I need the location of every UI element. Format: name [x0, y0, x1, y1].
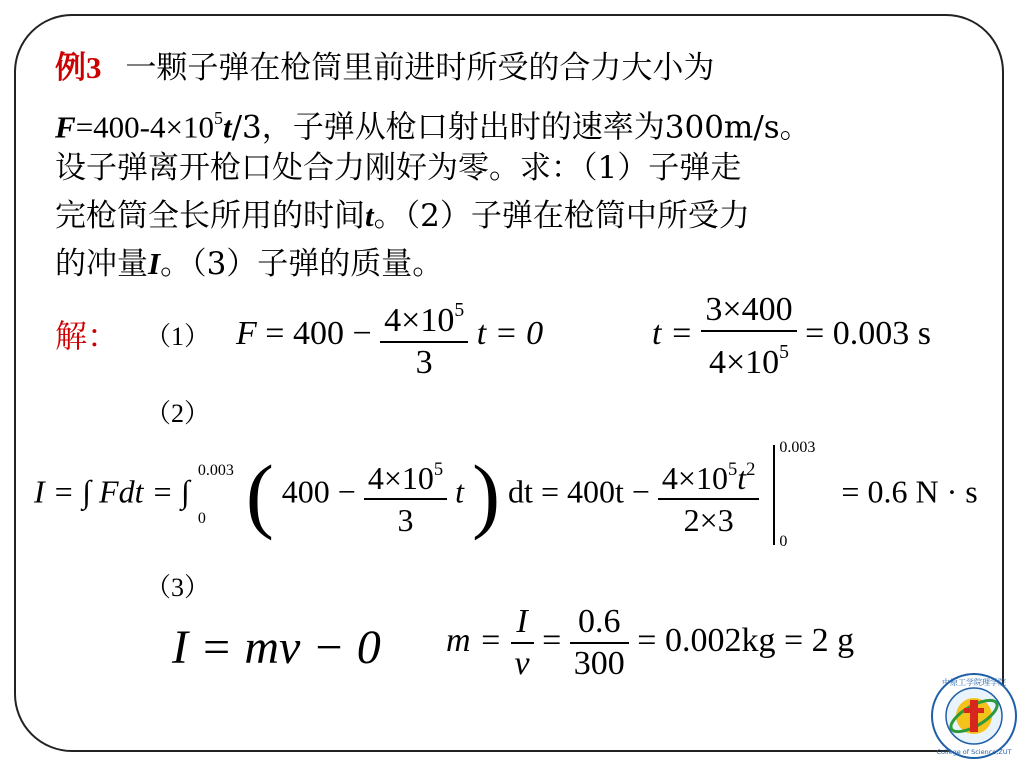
force-exponent: 5	[213, 108, 223, 128]
problem-line-3	[55, 148, 741, 188]
eq3-a: I = ∫ Fdt = ∫	[34, 473, 190, 510]
eq1-fraction	[380, 290, 468, 383]
eq1-den: 3	[380, 341, 468, 383]
step-1-label: （1）	[145, 322, 211, 351]
college-logo	[930, 672, 1018, 764]
eq3-num: 4×10	[367, 459, 434, 496]
problem-text-5a: 的冲量	[55, 246, 148, 282]
eq2-lhs: t =	[652, 315, 693, 353]
problem-line-5	[55, 244, 443, 284]
eq5-den1: v	[511, 642, 534, 684]
problem-text-5b: 。（3）子弹的质量。	[160, 246, 444, 282]
eq2-fraction	[701, 290, 796, 383]
eq3-den: 3	[364, 498, 447, 540]
force-expression: =400-4×10	[75, 109, 214, 145]
equation-time	[652, 290, 931, 383]
impulse-symbol: I	[148, 246, 161, 281]
eq5-lhs: m =	[446, 621, 502, 659]
problem-text-1: 一颗子弹在枪筒里前进时所受的合力大小为	[125, 50, 715, 86]
eq3-d: dt = 400t −	[508, 473, 650, 510]
eq2-rhs: = 0.003 s	[805, 315, 931, 353]
eq5-den2: 300	[570, 642, 629, 684]
equation-momentum: I = mv − 0	[172, 621, 381, 674]
eq5-num2: 0.6	[578, 603, 621, 640]
problem-text-4b: 。（2）子弹在枪筒中所受力	[373, 198, 750, 234]
problem-line-4	[55, 196, 750, 236]
eq1-a: = 400 −	[265, 315, 372, 353]
left-paren: (	[245, 448, 274, 542]
eq1-num: 4×10	[384, 301, 455, 339]
equation-mass	[446, 602, 854, 684]
eq3-c: t	[455, 473, 465, 510]
problem-text-4a: 完枪筒全长所用的时间	[55, 198, 365, 234]
equation-impulse	[34, 439, 978, 550]
problem-text-3: 设子弹离开枪口处合力刚好为零。求：（1）子弹走	[55, 150, 742, 186]
eq3-den2: 2×3	[658, 498, 760, 540]
eq5-fraction-2	[570, 602, 629, 684]
eq3-fraction	[364, 450, 447, 540]
eq5-rhs: = 0.002kg = 2 g	[637, 621, 855, 659]
eq3-t2exp: 2	[746, 459, 756, 481]
eq3-eupper: 0.003	[779, 439, 816, 456]
step-2-label: （2）	[145, 399, 211, 428]
time-symbol: t	[222, 109, 232, 145]
solution-label: 解：	[55, 317, 120, 355]
eq3-exp2: 5	[727, 459, 738, 481]
eq5-equals: =	[542, 621, 562, 659]
eq3-t2: t	[737, 459, 747, 496]
svg-text:College of Science,ZUT: College of Science,ZUT	[936, 748, 1012, 756]
problem-line-2	[55, 98, 811, 147]
eq3-lower: 0	[197, 510, 206, 527]
eq3-b: 400 −	[281, 473, 356, 510]
equation-force-zero	[236, 290, 543, 383]
eq5-num1: I	[516, 603, 528, 640]
eq2-den: 4×10	[708, 343, 780, 381]
college-seal-icon	[930, 672, 1018, 760]
force-symbol: F	[55, 109, 76, 145]
eq3-exp: 5	[433, 459, 444, 481]
eq3-fraction-2	[658, 450, 760, 540]
integral-limits	[198, 461, 234, 529]
eq3-elower: 0	[779, 533, 788, 550]
evaluation-bar	[773, 439, 833, 550]
problem-line-1	[55, 48, 714, 88]
eq1-rhs: t = 0	[476, 315, 544, 353]
eq2-den-exp: 5	[779, 341, 789, 363]
right-paren: )	[472, 448, 501, 542]
eq3-upper: 0.003	[197, 462, 234, 479]
eq1-lhs: F	[236, 315, 257, 353]
step-3-label: （3）	[145, 573, 211, 602]
problem-text-2: /3，子弹从枪口射出时的速率为300m/s。	[231, 109, 811, 146]
example-label: 例3	[55, 50, 102, 85]
eq1-exp: 5	[454, 299, 465, 321]
eq3-num2: 4×10	[661, 459, 728, 496]
time-symbol-2: t	[365, 198, 374, 233]
eq5-fraction-1	[511, 602, 534, 684]
eq2-num: 3×400	[705, 291, 793, 328]
svg-text:中原工学院理学院: 中原工学院理学院	[942, 678, 1006, 687]
eq3-rhs: = 0.6 N · s	[841, 473, 978, 510]
